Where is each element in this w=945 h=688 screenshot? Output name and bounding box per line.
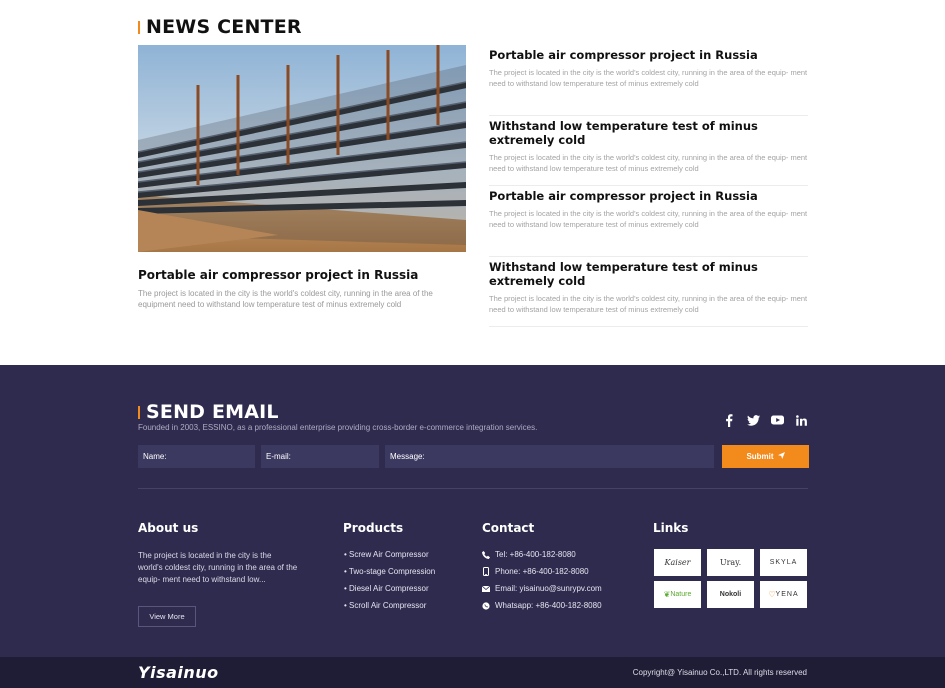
news-item-title[interactable]: Withstand low temperature test of minus extremely cold: [489, 118, 758, 147]
news-item-desc: The project is located in the city is the world's coldest city, running in the area of the equip- ment need to withstand low temperature test of minus extremely cold: [489, 68, 808, 88]
facebook-icon[interactable]: [722, 413, 736, 427]
bottom-bar: [0, 657, 945, 688]
submit-button[interactable]: [722, 445, 809, 468]
phone-icon: [482, 550, 490, 559]
product-label: Scroll Air Compressor: [349, 601, 427, 610]
news-item[interactable]: [489, 116, 808, 187]
product-link[interactable]: • Scroll Air Compressor: [344, 601, 427, 610]
contact-phone-text: Phone: +86-400-182-8080: [495, 567, 589, 576]
email-label: E-mail:: [266, 452, 291, 461]
links-title: Links: [653, 521, 689, 535]
footer-divider: [138, 488, 808, 489]
view-more-button[interactable]: View More: [138, 606, 196, 627]
whatsapp-icon: [482, 601, 490, 610]
news-heading: [138, 16, 302, 38]
news-item-desc: The project is located in the city is the world's coldest city, running in the area of the equip- ment need to withstand low temperature test of minus extremely cold: [489, 293, 808, 314]
news-item-title[interactable]: Portable air compressor project in Russia: [489, 189, 758, 203]
partner-logo-uray[interactable]: [707, 549, 754, 576]
name-field[interactable]: [138, 445, 255, 468]
linkedin-icon[interactable]: [794, 413, 808, 427]
news-item-title[interactable]: Portable air compressor project in Russia: [489, 48, 758, 62]
news-item-desc: The project is located in the city is the world's coldest city, running in the area of the equip- ment need to withstand low temperature test of minus extremely cold: [489, 152, 808, 173]
contact-whatsapp-text: Whatsapp: +86-400-182-8080: [495, 601, 602, 610]
message-field[interactable]: [385, 445, 714, 468]
contact-tel-text: Tel: +86-400-182-8080: [495, 550, 576, 559]
news-item-title[interactable]: Withstand low temperature test of minus extremely cold: [489, 259, 758, 288]
email-field[interactable]: [261, 445, 379, 468]
product-label: Screw Air Compressor: [349, 550, 429, 559]
products-list: [344, 550, 435, 618]
logo-text: Kaiser: [664, 558, 691, 567]
name-label: Name:: [143, 452, 167, 461]
featured-news-image[interactable]: [138, 45, 466, 252]
contact-email: [482, 584, 602, 601]
news-item-desc: The project is located in the city is the world's coldest city, running in the area of the equip- ment need to withstand low temperature test of minus extremely cold: [489, 209, 808, 229]
contact-email-text[interactable]: Email: yisainuo@sunrypv.com: [495, 584, 602, 593]
send-icon: [778, 452, 785, 461]
heading-accent-bar: [138, 406, 140, 419]
product-label: Two-stage Compression: [348, 567, 436, 576]
partner-logo-nokoli[interactable]: [707, 581, 754, 608]
submit-label: Submit: [746, 452, 774, 461]
product-label: Diesel Air Compressor: [349, 584, 429, 593]
partner-logos: [654, 549, 807, 608]
mobile-icon: [482, 567, 490, 576]
about-text: The project is located in the city is the world's coldest city, running in the area of the equip- ment need to withstand low...: [138, 551, 298, 584]
youtube-icon[interactable]: [770, 413, 784, 427]
product-link[interactable]: • Diesel Air Compressor: [344, 584, 429, 593]
logo-text: Nature: [670, 591, 692, 598]
heading-accent-bar: [138, 21, 140, 34]
social-links: [722, 413, 808, 427]
about-title: About us: [138, 521, 199, 535]
partner-logo-kaiser[interactable]: [654, 549, 701, 576]
twitter-icon[interactable]: [746, 413, 760, 427]
partner-logo-skyla[interactable]: [760, 549, 807, 576]
email-heading: [138, 401, 279, 423]
footer: [0, 365, 945, 657]
brand-logo[interactable]: Yisainuo: [138, 663, 219, 682]
products-title: Products: [343, 521, 404, 535]
news-item[interactable]: [489, 257, 808, 328]
mail-icon: [482, 584, 490, 593]
message-label: Message:: [390, 452, 425, 461]
heart-icon: ♡: [768, 590, 776, 599]
contact-tel: [482, 550, 602, 567]
contact-whatsapp: [482, 601, 602, 618]
featured-news-desc: The project is located in the city is the world's coldest city, running in the area of the equipment need to withstand low temperature test of minus extremely cold: [138, 289, 433, 309]
partner-logo-nature[interactable]: [654, 581, 701, 608]
logo-text: SKYLA: [769, 559, 798, 566]
email-form: [138, 445, 809, 468]
news-item[interactable]: [489, 45, 808, 116]
leaf-icon: ❦: [663, 590, 671, 599]
send-email-title: SEND EMAIL: [146, 401, 279, 423]
featured-news-title[interactable]: Portable air compressor project in Russia: [138, 268, 419, 282]
news-title: NEWS CENTER: [146, 16, 302, 38]
logo-text: Nokoli: [719, 591, 742, 598]
contact-list: [482, 550, 602, 618]
product-link[interactable]: • Screw Air Compressor: [344, 550, 429, 559]
pipes-photo: [138, 45, 466, 252]
contact-phone: [482, 567, 602, 584]
news-item[interactable]: [489, 186, 808, 257]
logo-text: Uray.: [719, 558, 742, 567]
news-list: [489, 45, 808, 327]
product-link[interactable]: • Two-stage Compression: [344, 567, 436, 576]
company-subtitle: Founded in 2003, ESSINO, as a professional enterprise providing cross-border e-commerce integration services.: [138, 423, 538, 432]
logo-text: YENA: [775, 591, 799, 598]
contact-title: Contact: [482, 521, 535, 535]
partner-logo-yena[interactable]: [760, 581, 807, 608]
copyright: Copyright@ Yisainuo Co.,LTD. All rights reserved: [632, 668, 807, 677]
